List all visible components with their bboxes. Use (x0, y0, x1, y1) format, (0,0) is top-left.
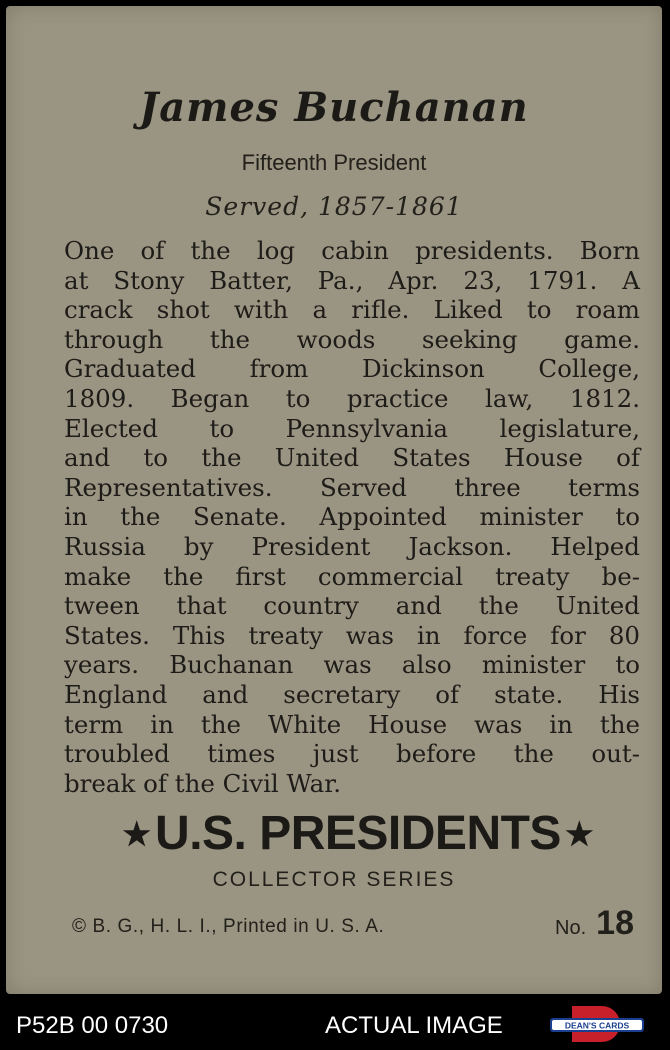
series-title: U.S. PRESIDENTS (155, 807, 561, 860)
bio-line: term in the White House was in the (64, 709, 640, 739)
card-number-label: No. (555, 917, 587, 939)
president-ordinal: Fifteenth President (241, 150, 427, 175)
card-back (6, 6, 662, 994)
bio-line: years. Buchanan was also minister to (64, 650, 640, 680)
bio-line: make the first commercial treaty be- (64, 561, 640, 591)
bio-line: at Stony Batter, Pa., Apr. 23, 1791. A (64, 265, 640, 295)
star-icon: ★ (564, 815, 594, 852)
bio-line: England and secretary of state. His (64, 679, 640, 709)
series-banner (68, 806, 648, 861)
footer-bar (0, 1000, 670, 1050)
bio-line: crack shot with a rifle. Liked to roam (64, 295, 640, 325)
bio-line: through the woods seeking game. (64, 324, 640, 354)
term-served: Served, 1857-1861 (205, 192, 463, 221)
bio-line: One of the log cabin presidents. Born (64, 236, 640, 265)
bio-line: 1809. Began to practice law, 1812. (64, 383, 640, 413)
collector-series: COLLECTOR SERIES (212, 868, 456, 891)
card-number (555, 904, 634, 943)
bio-line: Representatives. Served three terms (64, 472, 640, 502)
bio-line: States. This treaty was in force for 80 (64, 620, 640, 650)
bio-line: break of the Civil War. (64, 768, 342, 798)
bio-line: in the Senate. Appointed minister to (64, 502, 640, 532)
deans-cards-logo (550, 1004, 644, 1046)
president-name: James Buchanan (139, 84, 529, 131)
bio-line: troubled times just before the out- (64, 739, 640, 769)
inventory-id: P52B 00 0730 (16, 1012, 169, 1039)
actual-image-label: ACTUAL IMAGE (325, 1012, 503, 1039)
bio-line: tween that country and the United (64, 591, 640, 621)
bio-line: and to the United States House of (64, 443, 640, 473)
bio-line: Elected to Pennsylvania legislature, (64, 413, 640, 443)
bio-line: Russia by President Jackson. Helped (64, 531, 640, 561)
card-number-value: 18 (596, 904, 634, 942)
copyright-line: © B. G., H. L. I., Printed in U. S. A. (72, 916, 385, 937)
bio-line: Graduated from Dickinson College, (64, 354, 640, 384)
biography-text (64, 236, 640, 798)
star-icon: ★ (122, 815, 152, 852)
logo-text: DEAN'S CARDS (564, 1020, 630, 1031)
